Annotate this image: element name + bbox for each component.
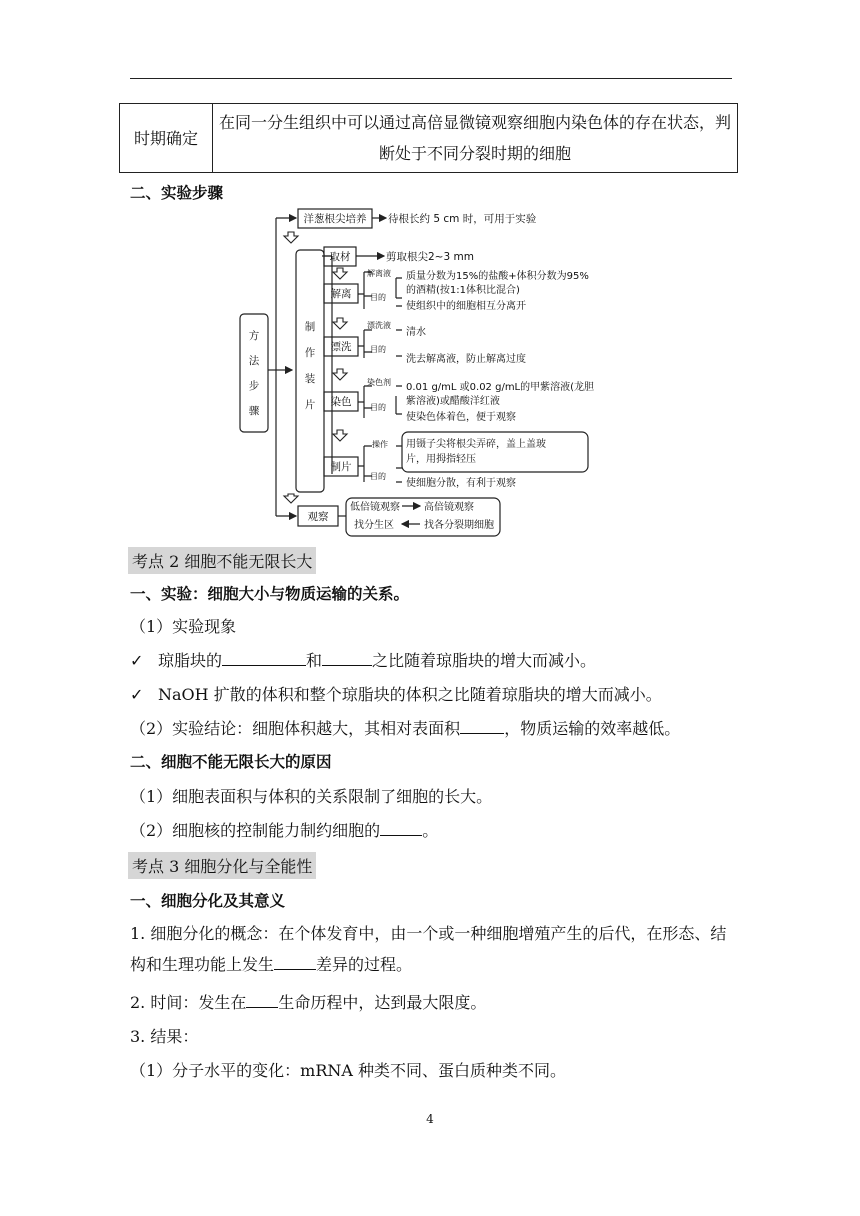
observe-label: 观察 [307, 511, 329, 523]
dissociate-label: 解离 [330, 288, 352, 300]
table-content-cell: 在同一分生组织中可以通过高倍显微镜观察细胞内染色体的存在状态，判断处于不同分裂时期的细胞 [213, 104, 738, 173]
op-label: 操作 [372, 440, 388, 449]
time-text-a: 2. 时间：发生在 [130, 993, 247, 1012]
time-line [130, 990, 486, 1013]
table-row [120, 104, 738, 173]
phenomenon-label: （1）实验现象 [130, 617, 237, 636]
rinse-label: 漂洗 [330, 341, 352, 353]
prep-char: 片 [304, 399, 316, 411]
prep-char: 装 [304, 373, 316, 385]
stain-purpose: 使染色体着色，便于观察 [406, 412, 516, 423]
concept-paragraph [130, 918, 742, 980]
dissociate-purpose: 使组织中的细胞相互分离开 [406, 301, 526, 312]
rinse-liquid-label: 漂洗液 [367, 321, 391, 330]
purpose-label: 目的 [370, 403, 386, 412]
table-label-cell: 时期确定 [120, 104, 213, 173]
obs-high: 高倍镜观察 [424, 502, 474, 513]
molecular-line: （1）分子水平的变化：mRNA 种类不同、蛋白质种类不同。 [130, 1061, 567, 1080]
experiment-flow-diagram [236, 206, 646, 540]
obs-low: 低倍镜观察 [350, 502, 400, 513]
answer-blank[interactable] [460, 719, 504, 734]
dissociate-liquid-2: 的酒精(按1:1体积比混合) [406, 285, 520, 296]
stain-label: 染色 [330, 396, 352, 408]
obs-find-cells: 找各分裂期细胞 [424, 520, 494, 531]
point2-exp-heading: 一、实验：细胞大小与物质运输的关系。 [130, 585, 410, 603]
stain-agent-2: 紫溶液)或醋酸洋红液 [406, 396, 500, 407]
rinse-purpose: 洗去解离液，防止解离过度 [406, 354, 526, 365]
section-heading-steps: 二、实验步骤 [130, 184, 224, 202]
prep-char: 作 [304, 347, 316, 359]
reason-2 [130, 818, 438, 841]
prep-char: 制 [304, 321, 316, 333]
stain-agent-1: 0.01 g/mL 或0.02 g/mL的甲紫溶液(龙胆 [406, 382, 595, 393]
stain-agent-label: 染色剂 [367, 378, 391, 387]
operation-box [402, 432, 588, 472]
bullet1-text-a: 琼脂块的 [158, 651, 223, 670]
reason-1: （1）细胞表面积与体积的关系限制了细胞的长大。 [130, 787, 493, 806]
info-table [119, 103, 738, 173]
answer-blank[interactable] [246, 993, 278, 1008]
method-char: 法 [248, 355, 260, 367]
page-number: 4 [426, 1112, 434, 1126]
method-char: 骤 [248, 405, 260, 417]
root-culture-label: 洋葱根尖培养 [303, 213, 367, 225]
take-note: 剪取根尖2~3 mm [386, 251, 474, 263]
answer-blank[interactable] [222, 651, 306, 666]
conclusion-text-a: （2）实验结论：细胞体积越大，其相对表面积 [130, 719, 461, 738]
result-line: 3. 结果： [130, 1027, 199, 1046]
header-rule [130, 78, 732, 79]
check-icon: ✓ [130, 651, 144, 670]
take-label: 取材 [329, 251, 351, 263]
rinse-liquid: 清水 [406, 327, 426, 338]
differentiation-heading: 一、细胞分化及其意义 [130, 892, 286, 910]
dissociate-liquid-label: 解离液 [367, 269, 391, 278]
concept-text-b: 差异的过程。 [316, 955, 413, 974]
reason2-text-b: 。 [422, 821, 439, 840]
press-op-2: 片，用拇指轻压 [406, 454, 476, 465]
method-char: 步 [248, 380, 260, 392]
answer-blank[interactable] [274, 955, 316, 970]
purpose-label: 目的 [370, 345, 386, 354]
check-icon: ✓ [130, 685, 144, 704]
dissociate-liquid-1: 质量分数为15%的盐酸+体积分数为95% [406, 271, 589, 282]
answer-blank[interactable] [380, 821, 422, 836]
answer-blank[interactable] [322, 651, 372, 666]
time-text-b: 生命历程中，达到最大限度。 [278, 993, 487, 1012]
bullet-item [130, 648, 596, 671]
press-label: 制片 [330, 461, 352, 473]
purpose-label: 目的 [370, 293, 386, 302]
reason2-text-a: （2）细胞核的控制能力制约细胞的 [130, 821, 381, 840]
root-culture-note: 待根长约 5 cm 时，可用于实验 [388, 213, 537, 225]
bullet2-text: NaOH 扩散的体积和整个琼脂块的体积之比随着琼脂块的增大而减小。 [158, 685, 662, 704]
press-op-1: 用镊子尖将根尖弄碎，盖上盖玻 [406, 439, 546, 450]
conclusion-line [130, 716, 680, 739]
bullet-item [130, 682, 662, 705]
point3-title: 考点 3 细胞分化与全能性 [128, 852, 316, 879]
bullet1-text-c: 之比随着琼脂块的增大而减小。 [372, 651, 597, 670]
purpose-label: 目的 [370, 472, 386, 481]
reason-heading: 二、细胞不能无限长大的原因 [130, 753, 332, 771]
method-char: 方 [248, 330, 260, 342]
press-purpose: 使细胞分散，有利于观察 [406, 478, 516, 489]
prep-box [296, 250, 324, 492]
concept-text-a: 1. 细胞分化的概念：在个体发育中，由一个或一种细胞增殖产生的后代，在形态、结构和生理功能上发生 [130, 924, 727, 974]
conclusion-text-b: ，物质运输的效率越低。 [504, 719, 681, 738]
bullet1-text-b: 和 [306, 651, 323, 670]
obs-find: 找分生区 [354, 520, 394, 531]
point2-title: 考点 2 细胞不能无限长大 [128, 547, 316, 574]
